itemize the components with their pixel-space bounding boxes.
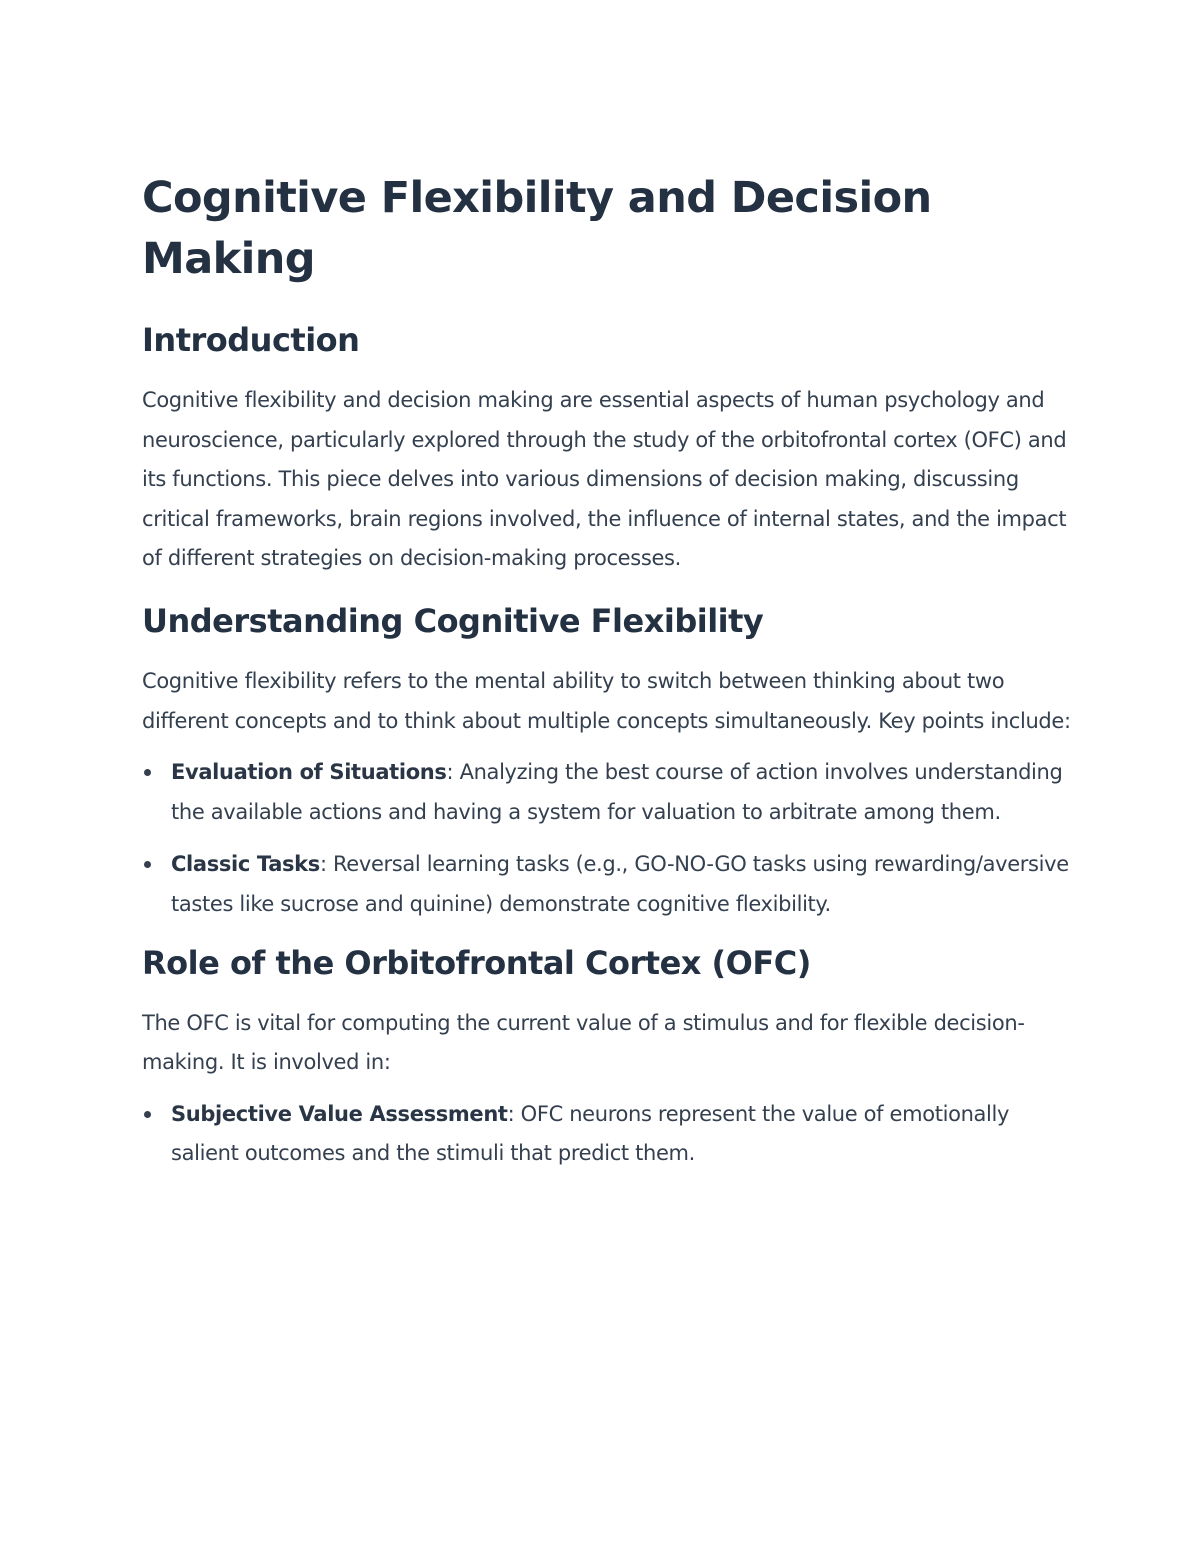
list-item <box>142 845 1072 924</box>
list-item <box>142 1095 1072 1174</box>
ofc-role-paragraph: The OFC is vital for computing the current value of a stimulus and for flexible decision-making. It is involved in: <box>142 1010 1025 1075</box>
document-title: Cognitive Flexibility and Decision Making <box>142 173 932 284</box>
section-heading-introduction: Introduction <box>142 321 360 359</box>
document-page <box>142 168 1072 1174</box>
ofc-role-list <box>142 1095 1072 1174</box>
introduction-paragraph: Cognitive flexibility and decision making are essential aspects of human psychology and neuroscience, particularly explored through the study of the orbitofrontal cortex (OFC) and its functions. This piece delves into various dimensions of decision making, discussing critical frameworks, brain regions involved, the influence of internal states, and the impact of different strategies on decision-making processes. <box>142 388 1067 571</box>
list-item-text: : Analyzing the best course of action involves understanding the available actions and having a system for valuation to arbitrate among them. <box>171 760 1063 824</box>
bullet-icon <box>144 861 151 868</box>
section-heading-ofc-role: Role of the Orbitofrontal Cortex (OFC) <box>142 943 811 982</box>
list-item-term: Evaluation of Situations <box>171 760 447 785</box>
list-item <box>142 753 1072 832</box>
bullet-icon <box>144 1111 151 1118</box>
list-item-text: : OFC neurons represent the value of emotionally salient outcomes and the stimuli that predict them. <box>171 1101 1010 1166</box>
cognitive-flexibility-list <box>142 753 1072 924</box>
list-item-text: : Reversal learning tasks (e.g., GO-NO-GO tasks using rewarding/aversive tastes like sucrose and quinine) demonstrate cognitive flexibility. <box>171 852 1069 916</box>
section-heading-cognitive-flexibility: Understanding Cognitive Flexibility <box>142 601 764 640</box>
list-item-term: Classic Tasks <box>171 852 320 877</box>
bullet-icon <box>144 769 151 776</box>
cognitive-flexibility-paragraph: Cognitive flexibility refers to the mental ability to switch between thinking about two different concepts and to think about multiple concepts simultaneously. Key points include: <box>142 668 1071 733</box>
list-item-term: Subjective Value Assessment <box>171 1101 508 1126</box>
